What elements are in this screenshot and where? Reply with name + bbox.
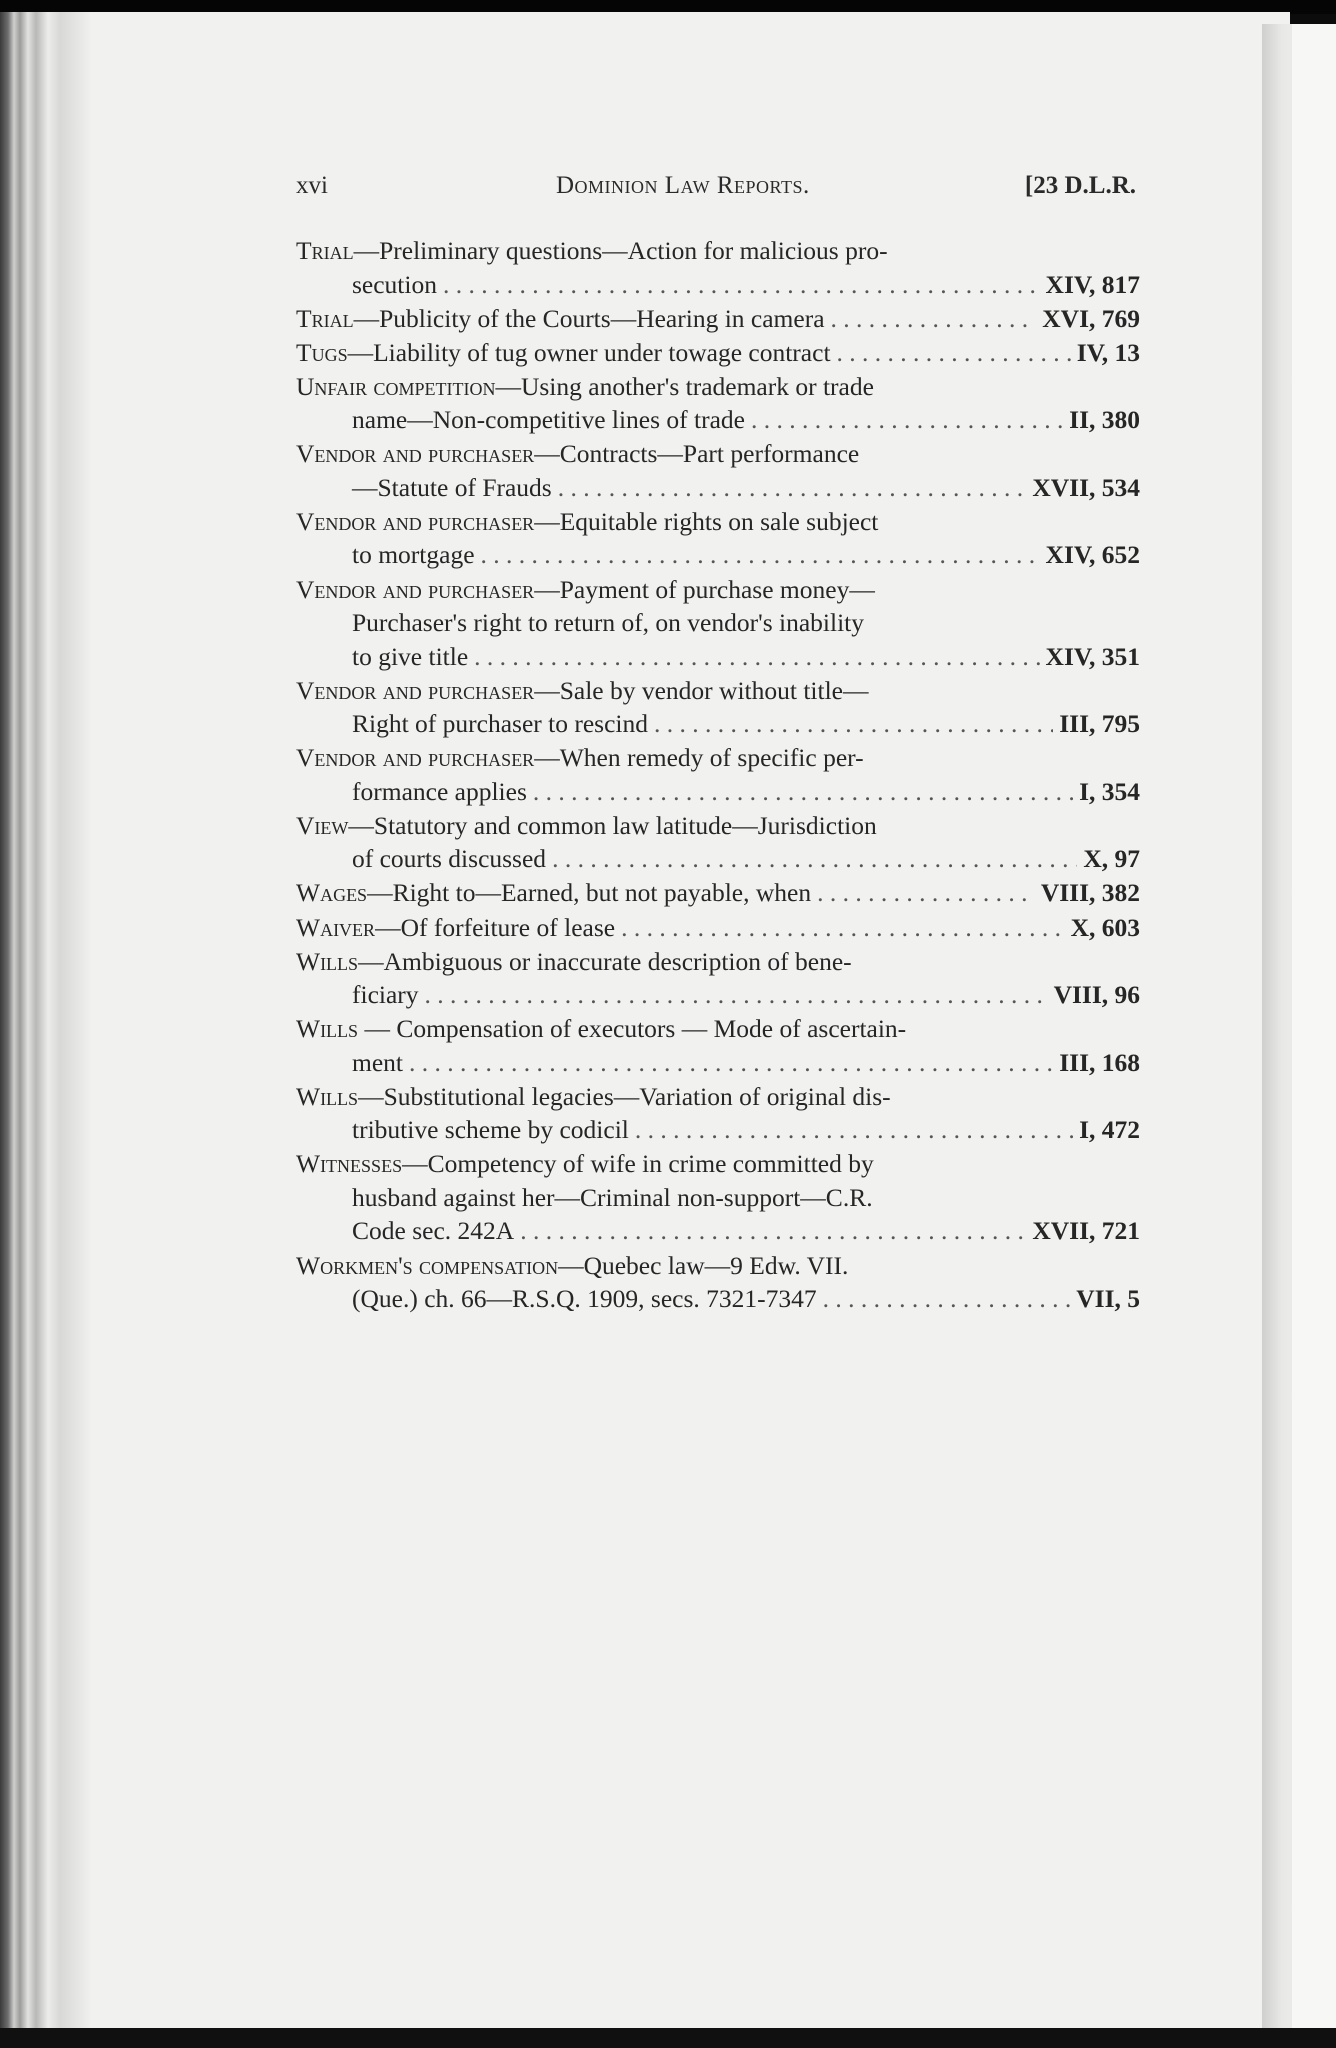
page-right-margin bbox=[1292, 24, 1336, 2048]
entry-heading: Vendor and purchaser bbox=[296, 574, 535, 604]
index-entry bbox=[296, 505, 1140, 572]
index-entry bbox=[296, 741, 1140, 808]
leader-dots bbox=[474, 640, 1039, 674]
entry-continuation-line bbox=[296, 471, 1140, 505]
entry-text bbox=[296, 372, 874, 401]
entry-continuation-line bbox=[296, 268, 1140, 302]
entry-continuation-line bbox=[296, 403, 1140, 437]
entry-heading: Wills bbox=[296, 1081, 359, 1111]
entry-text bbox=[296, 1251, 848, 1280]
volume-page-reference: XIV, 652 bbox=[1045, 540, 1140, 570]
index-entry bbox=[296, 437, 1140, 504]
entry-text bbox=[296, 302, 825, 336]
entry-first-line bbox=[296, 809, 1140, 843]
entry-first-line bbox=[296, 945, 1140, 979]
entry-line-text: —Ambiguous or inaccurate description of bene- bbox=[358, 946, 852, 976]
entry-heading: View bbox=[296, 810, 349, 840]
entry-continuation-line bbox=[296, 978, 1140, 1012]
entry-line-text: name—Non-competitive lines of trade bbox=[352, 405, 745, 435]
entry-text bbox=[352, 1113, 629, 1147]
entry-text bbox=[352, 538, 475, 572]
entry-first-line bbox=[296, 911, 1140, 945]
volume-page-reference: VIII, 96 bbox=[1053, 980, 1140, 1010]
entry-text bbox=[352, 268, 437, 302]
entry-text bbox=[352, 640, 468, 674]
entry-line-text: —Payment of purchase money— bbox=[534, 574, 875, 604]
entry-line-text: —Using another's trademark or trade bbox=[495, 371, 874, 401]
page-number: xvi bbox=[296, 172, 328, 199]
entry-line-text: —Publicity of the Courts—Hearing in camera bbox=[353, 303, 825, 333]
entry-continuation-line bbox=[296, 842, 1140, 876]
entry-text bbox=[352, 775, 527, 809]
entry-continuation-line bbox=[296, 1046, 1140, 1080]
volume-page-reference: VII, 5 bbox=[1076, 1284, 1140, 1313]
index-entries bbox=[296, 234, 1140, 1316]
entry-text bbox=[296, 743, 864, 772]
leader-dots bbox=[831, 302, 1037, 336]
entry-line-text: (Que.) ch. 66—R.S.Q. 1909, secs. 7321-7347 bbox=[352, 1284, 817, 1313]
entry-heading: Vendor and purchaser bbox=[296, 675, 535, 705]
index-entry bbox=[296, 1012, 1140, 1079]
entry-heading: Wills bbox=[296, 946, 359, 976]
entry-text bbox=[352, 471, 552, 505]
running-title: Dominion Law Reports. bbox=[556, 172, 810, 199]
entry-line-text: — Compensation of executors — Mode of ascertain- bbox=[358, 1014, 907, 1044]
entry-line-text: —Contracts—Part performance bbox=[534, 439, 860, 469]
entry-first-line bbox=[296, 505, 1140, 539]
entry-heading: Workmen's compensation bbox=[296, 1250, 559, 1280]
entry-text bbox=[296, 1014, 906, 1043]
index-entry bbox=[296, 1147, 1140, 1248]
entry-line-text: —When remedy of specific per- bbox=[534, 743, 864, 773]
entry-continuation-line bbox=[296, 775, 1140, 809]
entry-text bbox=[352, 403, 745, 437]
entry-heading: Vendor and purchaser bbox=[296, 743, 535, 773]
entry-text bbox=[352, 842, 546, 876]
leader-dots bbox=[621, 911, 1065, 945]
entry-line-text: —Of forfeiture of lease bbox=[375, 912, 616, 942]
index-entry bbox=[296, 370, 1140, 437]
index-entry bbox=[296, 1080, 1140, 1147]
entry-first-line bbox=[296, 741, 1140, 775]
entry-first-line bbox=[296, 1147, 1140, 1181]
entry-first-line bbox=[296, 1249, 1140, 1283]
volume-page-reference: XVII, 534 bbox=[1032, 472, 1140, 502]
entry-first-line bbox=[296, 336, 1140, 370]
entry-text bbox=[296, 336, 831, 370]
entry-line-text: —Right to—Earned, but not payable, when bbox=[367, 878, 812, 908]
entry-line-text: —Substitutional legacies—Variation of original dis- bbox=[358, 1081, 891, 1111]
index-entry bbox=[296, 573, 1140, 674]
leader-dots bbox=[481, 538, 1040, 572]
index-entry bbox=[296, 234, 1140, 301]
entry-line-text: Purchaser's right to return of, on vendor's inability bbox=[352, 608, 865, 638]
leader-dots bbox=[817, 876, 1035, 910]
entry-continuation-line bbox=[296, 707, 1140, 741]
index-entry bbox=[296, 911, 1140, 945]
volume-page-reference: XVI, 769 bbox=[1042, 303, 1140, 333]
entry-first-line bbox=[296, 674, 1140, 708]
entry-text bbox=[296, 1082, 891, 1111]
entry-heading: Witnesses bbox=[296, 1149, 403, 1179]
entry-first-line bbox=[296, 573, 1140, 607]
entry-text bbox=[296, 911, 615, 945]
volume-reference: [23 D.L.R. bbox=[1024, 172, 1136, 199]
entry-text bbox=[352, 707, 648, 741]
leader-dots bbox=[654, 707, 1053, 741]
page-gutter bbox=[0, 12, 90, 2048]
entry-line-text: formance applies bbox=[352, 776, 527, 806]
entry-heading: Trial bbox=[296, 236, 354, 265]
entry-first-line bbox=[296, 1012, 1140, 1046]
volume-page-reference: XVII, 721 bbox=[1032, 1216, 1140, 1246]
entry-line-text: —Statute of Frauds bbox=[352, 472, 552, 502]
volume-page-reference: VIII, 382 bbox=[1040, 878, 1140, 908]
entry-heading: Tugs bbox=[296, 337, 348, 367]
leader-dots bbox=[409, 1046, 1053, 1080]
entry-heading: Wills bbox=[296, 1014, 359, 1044]
entry-heading: Vendor and purchaser bbox=[296, 506, 535, 536]
entry-line-text: —Equitable rights on sale subject bbox=[534, 506, 879, 536]
leader-dots bbox=[533, 775, 1073, 809]
entry-continuation-line bbox=[296, 1214, 1140, 1248]
entry-text bbox=[352, 978, 419, 1012]
volume-page-reference: I, 354 bbox=[1079, 776, 1140, 806]
entry-heading: Unfair competition bbox=[296, 371, 496, 401]
entry-text bbox=[352, 1214, 514, 1248]
entry-text bbox=[352, 1046, 403, 1080]
entry-heading: Vendor and purchaser bbox=[296, 439, 535, 469]
entry-first-line bbox=[296, 1080, 1140, 1114]
volume-page-reference: X, 97 bbox=[1083, 844, 1140, 874]
entry-line-text: tributive scheme by codicil bbox=[352, 1115, 629, 1145]
entry-line-text: —Quebec law—9 Edw. VII. bbox=[558, 1250, 849, 1280]
entry-first-line bbox=[296, 302, 1140, 336]
entry-line-text: to mortgage bbox=[352, 540, 475, 570]
entry-line-text: Right of purchaser to rescind bbox=[352, 709, 649, 739]
entry-text bbox=[296, 947, 852, 976]
leader-dots bbox=[443, 268, 1040, 302]
entry-text bbox=[296, 507, 878, 536]
entry-continuation-line bbox=[296, 640, 1140, 674]
entry-text bbox=[296, 811, 877, 840]
entry-line-text: ment bbox=[352, 1047, 403, 1077]
leader-dots bbox=[520, 1214, 1026, 1248]
index-entry bbox=[296, 876, 1140, 910]
volume-page-reference: X, 603 bbox=[1070, 912, 1140, 942]
scan-bottom-border bbox=[0, 2028, 1336, 2048]
leader-dots bbox=[837, 336, 1071, 370]
entry-line-text: Code sec. 242A bbox=[352, 1216, 515, 1246]
leader-dots bbox=[425, 978, 1048, 1012]
entry-line-text: —Statutory and common law latitude—Jurisdiction bbox=[348, 810, 877, 840]
leader-dots bbox=[552, 842, 1077, 876]
volume-page-reference: III, 795 bbox=[1059, 709, 1140, 739]
leader-dots bbox=[558, 471, 1027, 505]
entry-line-text: husband against her—Criminal non-support—C.R. bbox=[352, 1182, 873, 1212]
index-entry bbox=[296, 336, 1140, 370]
entry-text bbox=[296, 575, 875, 604]
entry-line-text: of courts discussed bbox=[352, 844, 547, 874]
volume-page-reference: XIV, 817 bbox=[1045, 269, 1140, 299]
entry-line-text: —Competency of wife in crime committed by bbox=[402, 1149, 874, 1179]
entry-first-line bbox=[296, 370, 1140, 404]
entry-text bbox=[296, 1149, 874, 1178]
volume-page-reference: IV, 13 bbox=[1076, 337, 1140, 367]
entry-heading: Wages bbox=[296, 878, 368, 908]
entry-line-text: secution bbox=[352, 269, 437, 299]
index-entry bbox=[296, 302, 1140, 336]
entry-heading: Trial bbox=[296, 303, 354, 333]
entry-line-text: —Liability of tug owner under towage contract bbox=[347, 337, 831, 367]
entry-text bbox=[352, 1282, 817, 1316]
entry-first-line bbox=[296, 437, 1140, 471]
entry-continuation-line bbox=[296, 1181, 1140, 1215]
entry-line-text: ficiary bbox=[352, 980, 419, 1010]
index-entry bbox=[296, 809, 1140, 876]
entry-text bbox=[296, 676, 869, 705]
leader-dots bbox=[823, 1282, 1071, 1316]
leader-dots bbox=[751, 403, 1063, 437]
entry-text bbox=[296, 236, 888, 265]
index-entry bbox=[296, 1249, 1140, 1316]
entry-continuation-line bbox=[296, 1282, 1140, 1316]
entry-line-text: —Preliminary questions—Action for malicious pro- bbox=[353, 236, 888, 265]
volume-page-reference: I, 472 bbox=[1079, 1115, 1140, 1145]
index-entry bbox=[296, 945, 1140, 1012]
entry-line-text: to give title bbox=[352, 641, 469, 671]
entry-text bbox=[296, 439, 859, 468]
entry-heading: Waiver bbox=[296, 912, 376, 942]
entry-first-line bbox=[296, 234, 1140, 268]
entry-text bbox=[296, 876, 811, 910]
entry-text bbox=[352, 608, 864, 637]
entry-continuation-line bbox=[296, 538, 1140, 572]
entry-first-line bbox=[296, 876, 1140, 910]
volume-page-reference: XIV, 351 bbox=[1045, 641, 1140, 671]
entry-line-text: —Sale by vendor without title— bbox=[534, 675, 869, 705]
volume-page-reference: III, 168 bbox=[1059, 1047, 1140, 1077]
index-entry bbox=[296, 674, 1140, 741]
volume-page-reference: II, 380 bbox=[1069, 405, 1140, 435]
entry-text bbox=[352, 1183, 873, 1212]
entry-continuation-line bbox=[296, 606, 1140, 640]
leader-dots bbox=[635, 1113, 1073, 1147]
entry-continuation-line bbox=[296, 1113, 1140, 1147]
running-header bbox=[296, 172, 1136, 212]
